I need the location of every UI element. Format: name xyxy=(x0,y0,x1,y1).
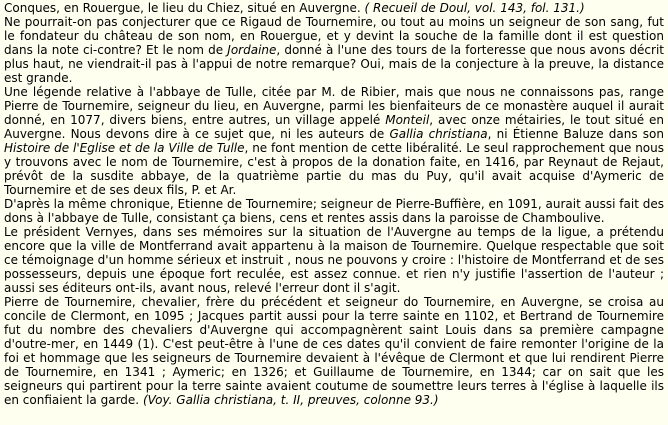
citation-gallia-christiana: (Voy. Gallia christiana, t. II, preuves, colonne 93.) xyxy=(142,393,439,407)
text-segment: , ne font mention de cette libéralité. Le seul rapprochement que nous y trouvons avec le nom de Tournemire, c'est à propos de la donation faite, en 1416, par Reynaut de Rejaut, prévôt de la susdite abbaye, de la quatrième partie du mas du Puy, qu'il avait acquise d'Aymeric de Tournemire et de ses deux fils, P. et Ar. xyxy=(4,141,665,197)
text-segment: D'après la même chronique, Etienne de Tournemire; seigneur de Pierre-Buffière, en 1091, aurait aussi fait des dons à l'abbaye de Tulle, consistant ça biens, cens et rentes assis dans la paroisse de Chamboulive. xyxy=(4,197,664,225)
text-segment: Une légende relative à l'abbaye de Tulle, citée par M. de Ribier, mais que nous ne connaissons pas, range Pierre de Tournemire, seigneur du lieu, en Auvergne, parmi les bienfaiteurs de ce monastère auquel il aurait donné, en 1077, divers biens, entre autres, un village appelé xyxy=(4,85,664,127)
document-body xyxy=(4,1,664,407)
paragraph-etienne-de-tournemire xyxy=(4,197,664,225)
text-segment: Conques, en Rouergue, le lieu du Chiez, situé en Auvergne. xyxy=(4,1,365,15)
text-segment: Ne pourrait-on pas conjecturer que ce Rigaud de Tournemire, ou tout au moins un seigneur de son sang, fut le fondateur du château de son nom, en Rouergue, et y devint la souche de la famille dont il est question dans la note ci-contre? Et le nom de xyxy=(4,15,664,57)
text-segment: , ni Étienne Baluze dans son xyxy=(487,127,664,141)
paragraph-citation-conques xyxy=(4,1,664,15)
paragraph-rigaud-conjecture xyxy=(4,15,664,85)
text-segment: , donné à l'une des tours de la forteresse que nous avons décrit plus haut, ne viendrait-il pas à l'appui de notre remarque? Oui, mais de la conjecture à la preuve, la distance est grande. xyxy=(4,43,664,85)
italic-term-monteil: Monteil xyxy=(385,113,430,127)
italic-title-histoire-eglise-tulle: Histoire de l'Eglise et de la Ville de Tulle xyxy=(4,141,245,155)
italic-title-gallia-christiana: Gallia christiana xyxy=(389,127,488,141)
text-segment: Pierre de Tournemire, chevalier, frère du précédent et seigneur do Tournemire, en Auvergne, se croisa au concile de Clermont, en 1095 ; Jacques partit aussi pour la terre sainte en 1102, et Bertrand de Tournemire fut du nombre des chevaliers d'Auvergne qui accompagnèrent saint Louis dans sa première campagne d'outre-mer, en 1449 (1). C'est peut-être à l'une de ces dates qu'il convient de faire remonter l'origine de la foi et hommage que les seigneurs de Tournemire devaient à l'évêque de Clermont et que lui rendirent Pierre de Tournemire, en 1341 ; Aymeric; en 1326; et Guillaume de Tournemire, en 1344; car on sait que les seigneurs qui partirent pour la terre sainte avaient coutume de soumettre leurs terres à l'église à laquelle ils en confiaient la garde. xyxy=(4,295,664,407)
paragraph-legende-tulle xyxy=(4,85,664,197)
citation-recueil-de-doul: ( Recueil de Doul, vol. 143, fol. 131.) xyxy=(364,1,585,15)
text-segment: Le président Vernyes, dans ses mémoires sur la situation de l'Auvergne au temps de la ligue, a prétendu encore que la ville de Montferrand avait appartenu à la maison de Tournemire. Quelque respectable que soit ce témoignage d'un homme sérieux et instruit , nous ne pouvons y croire : l'histoire de Montferrand et de ses possesseurs, depuis une époque fort reculée, est assez connue. et rien n'y justifie l'assertion de l'auteur ; aussi ses éditeurs ont-ils, avant nous, relevé l'erreur dont il s'agit. xyxy=(4,225,664,295)
paragraph-pierre-de-tournemire xyxy=(4,295,664,407)
italic-term-jordaine: Jordaine xyxy=(227,43,277,57)
text-segment: , avec onze métairies, le tout situé en Auvergne. Nous devons dire à ce sujet que, ni les auteurs de xyxy=(4,113,664,141)
paragraph-president-vernyes xyxy=(4,225,664,295)
